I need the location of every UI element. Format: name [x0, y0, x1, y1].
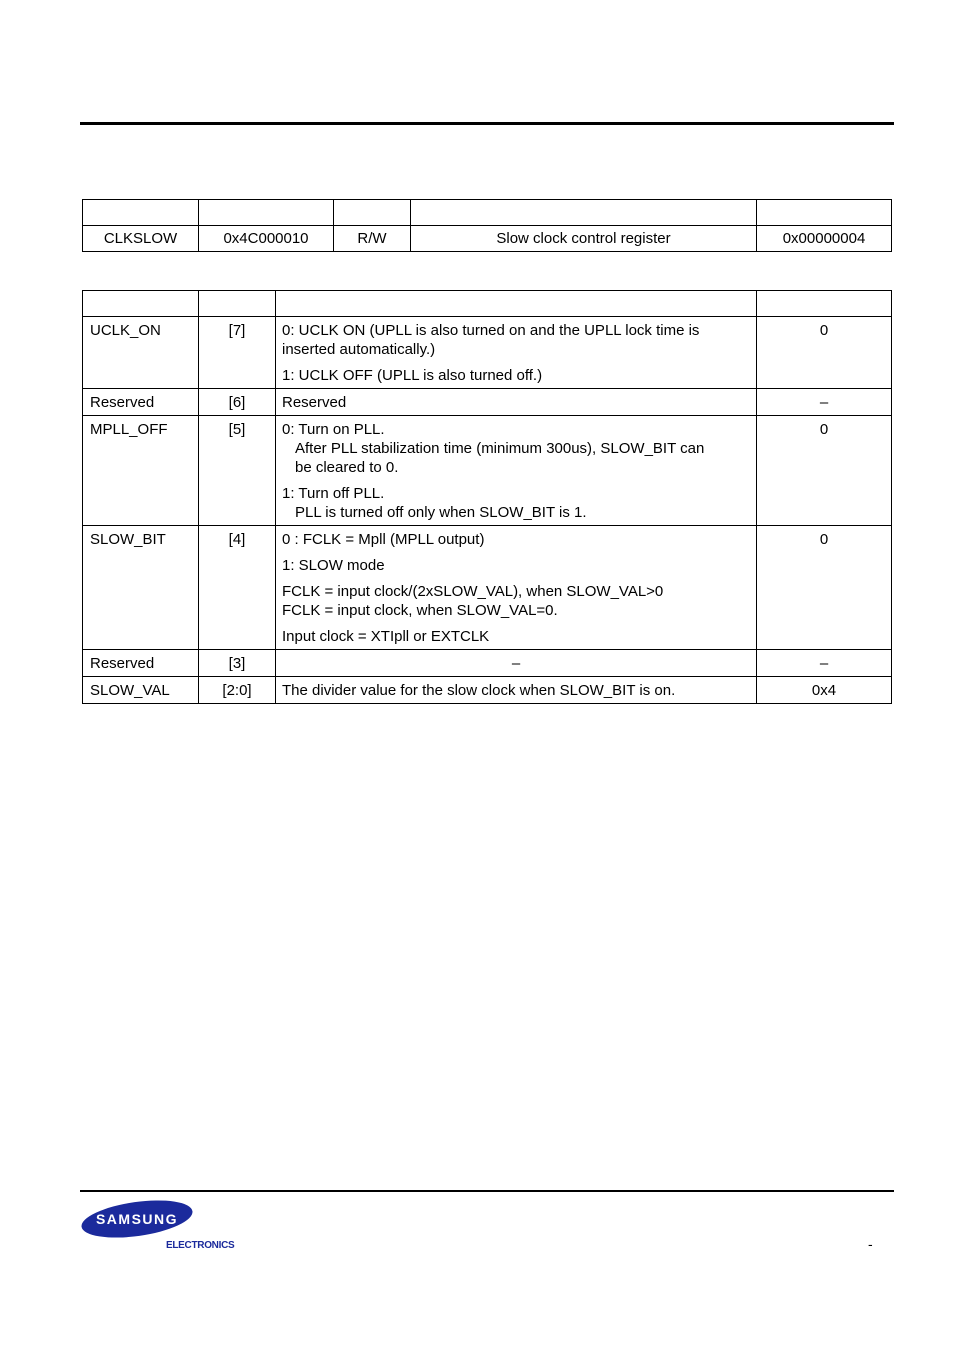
register-address: 0x4C000010 — [199, 226, 334, 252]
description-paragraph — [282, 393, 750, 412]
register-name: CLKSLOW — [83, 226, 199, 252]
header-rule — [80, 122, 894, 125]
bit-field-name: MPLL_OFF — [83, 416, 199, 526]
register-row — [83, 226, 892, 252]
description-line: 0: Turn on PLL. — [282, 421, 385, 438]
bit-field-initial-state: – — [757, 650, 892, 677]
header-cell — [757, 291, 892, 317]
bit-field-name: Reserved — [83, 650, 199, 677]
description-line: FCLK = input clock/(2xSLOW_VAL), when SLOW_VAL>0 — [282, 583, 664, 600]
register-summary-table — [82, 199, 892, 252]
bit-field-initial-state: – — [757, 389, 892, 416]
header-cell — [83, 291, 199, 317]
bit-field-initial-state: 0 — [757, 416, 892, 526]
bit-field-bits: [3] — [199, 650, 276, 677]
bit-field-name: Reserved — [83, 389, 199, 416]
bit-field-bits: [7] — [199, 317, 276, 389]
register-table-header-row — [83, 200, 892, 226]
bit-field-description — [276, 416, 757, 526]
bit-field-bits: [5] — [199, 416, 276, 526]
description-paragraph — [282, 321, 750, 359]
bit-field-description — [276, 650, 757, 677]
bit-field-initial-state: 0x4 — [757, 677, 892, 704]
register-reset-value: 0x00000004 — [757, 226, 892, 252]
bit-field-description — [276, 317, 757, 389]
description-paragraph — [282, 556, 750, 575]
bit-field-name: UCLK_ON — [83, 317, 199, 389]
logo-text: SAMSUNG — [95, 1211, 179, 1227]
description-line: 1: UCLK OFF (UPLL is also turned off.) — [282, 367, 543, 384]
description-line: – — [511, 655, 521, 672]
description-line: 1: Turn off PLL. — [282, 485, 385, 502]
bit-field-name: SLOW_BIT — [83, 526, 199, 650]
samsung-logo — [80, 1199, 194, 1239]
description-line: 0: UCLK ON (UPLL is also turned on and the UPLL lock time is inserted automatically.) — [282, 322, 700, 358]
description-line: FCLK = input clock, when SLOW_VAL=0. — [282, 602, 558, 619]
bit-field-bits: [6] — [199, 389, 276, 416]
bit-field-description — [276, 389, 757, 416]
description-paragraph — [282, 484, 750, 522]
register-description: Slow clock control register — [411, 226, 757, 252]
description-paragraph — [282, 530, 750, 549]
description-paragraph — [282, 366, 750, 385]
description-paragraph — [282, 681, 750, 700]
bit-field-row — [83, 317, 892, 389]
description-indented-line: PLL is turned off only when SLOW_BIT is 1. — [295, 504, 587, 521]
description-paragraph — [282, 420, 750, 477]
bit-table-header-row — [83, 291, 892, 317]
bit-field-row — [83, 389, 892, 416]
bit-field-row — [83, 677, 892, 704]
bit-field-row — [83, 416, 892, 526]
description-indented-line: After PLL stabilization time (minimum 300us), SLOW_BIT can be cleared to 0. — [295, 440, 705, 476]
header-cell — [83, 200, 199, 226]
logo-subtitle: ELECTRONICS — [166, 1240, 235, 1251]
header-cell — [334, 200, 411, 226]
header-cell — [276, 291, 757, 317]
header-cell — [757, 200, 892, 226]
description-line: The divider value for the slow clock when SLOW_BIT is on. — [282, 682, 676, 699]
page-number: - — [868, 1236, 873, 1252]
bit-field-bits: [2:0] — [199, 677, 276, 704]
bit-field-description — [276, 526, 757, 650]
description-line: 1: SLOW mode — [282, 557, 385, 574]
bit-field-initial-state: 0 — [757, 317, 892, 389]
bit-field-row — [83, 526, 892, 650]
description-line: Reserved — [282, 394, 347, 411]
header-cell — [199, 200, 334, 226]
description-paragraph — [282, 582, 750, 620]
description-line: Input clock = XTIpll or EXTCLK — [282, 628, 490, 645]
description-paragraph — [282, 654, 750, 673]
bit-field-bits: [4] — [199, 526, 276, 650]
description-paragraph — [282, 627, 750, 646]
bit-field-initial-state: 0 — [757, 526, 892, 650]
footer-rule — [80, 1190, 894, 1192]
register-access: R/W — [334, 226, 411, 252]
bit-field-description — [276, 677, 757, 704]
description-line: 0 : FCLK = Mpll (MPLL output) — [282, 531, 485, 548]
bit-field-table — [82, 290, 892, 704]
bit-field-name: SLOW_VAL — [83, 677, 199, 704]
header-cell — [411, 200, 757, 226]
header-cell — [199, 291, 276, 317]
bit-field-row — [83, 650, 892, 677]
